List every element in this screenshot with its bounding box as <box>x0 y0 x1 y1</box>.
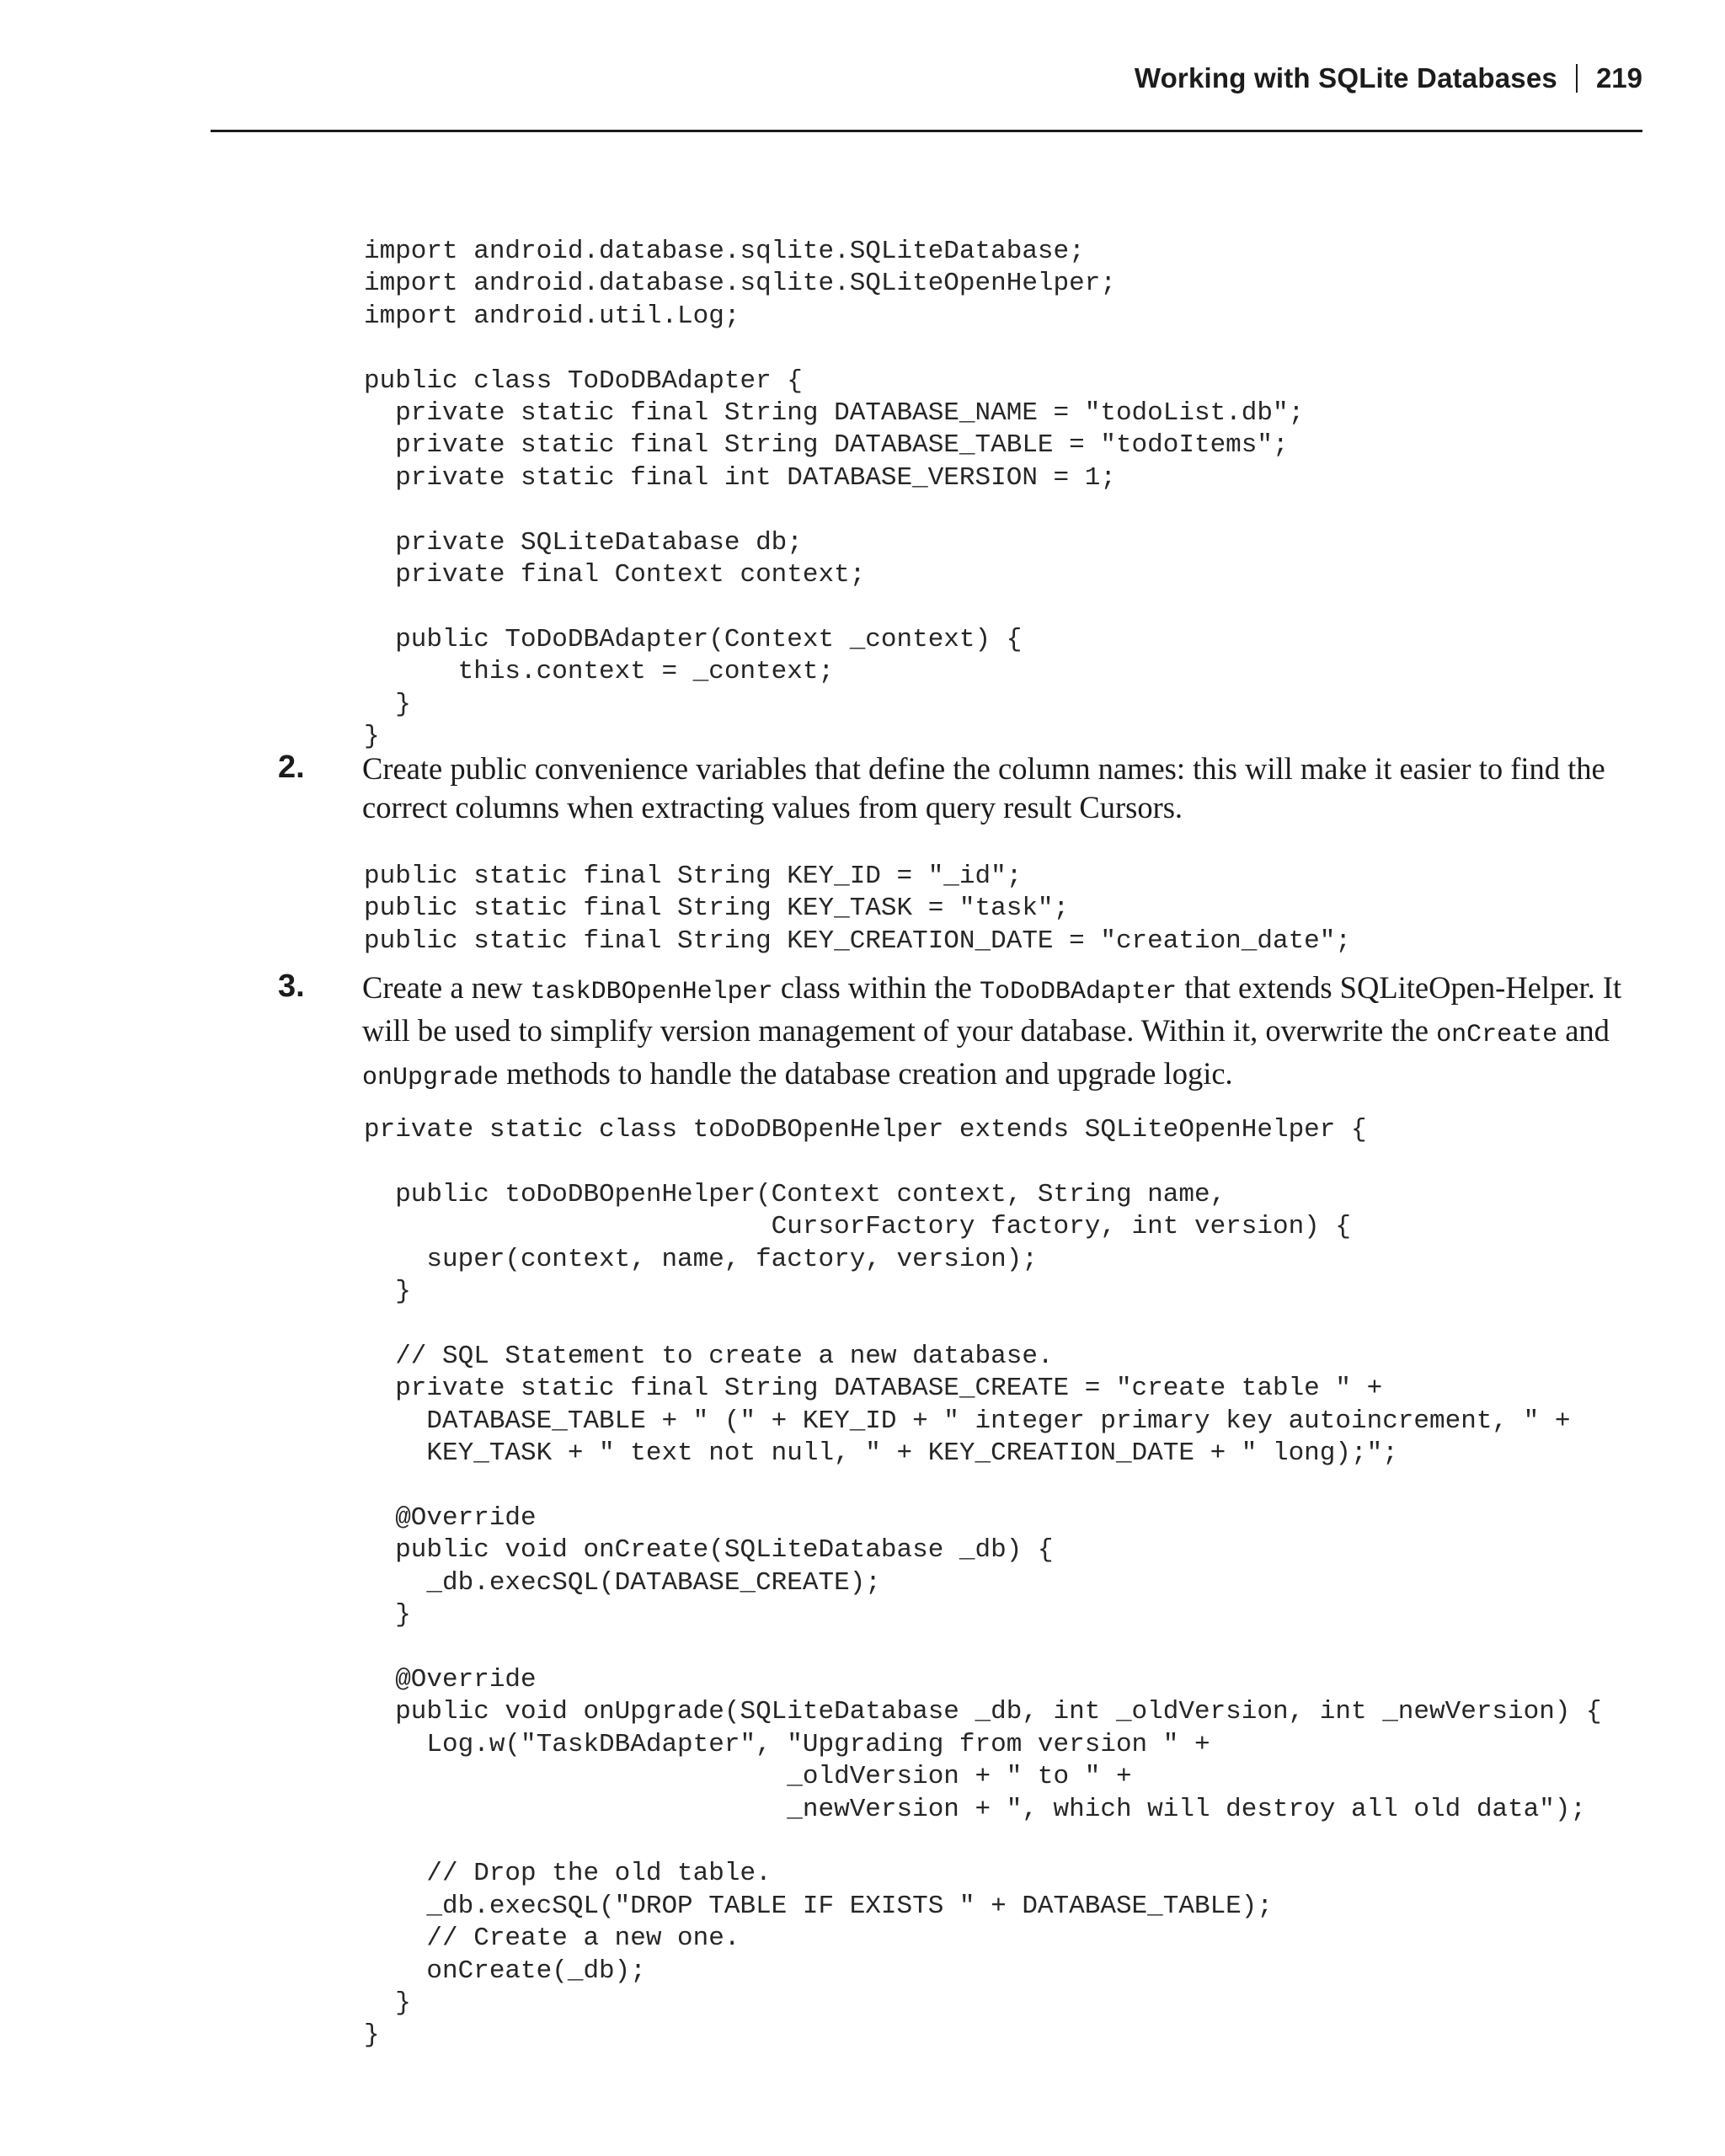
page-number: 219 <box>1595 62 1642 93</box>
code-block-imports-and-class: import android.database.sqlite.SQLiteDatabase; import android.database.sqlite.SQLiteOpenHelper; import android.util.Log; public class ToDoDBAdapter { private static final String DATABASE_NAME = "todoList.db"; private static final String DATABASE_TABLE = "todoItems"; private static final int DATABASE_VERSION = 1; private SQLiteDatabase db; private final Context context; public ToDoDBAdapter(Context _context) { this.context = _context; } } <box>364 237 1305 752</box>
header-separator <box>1576 64 1578 93</box>
step-text <box>362 969 1676 1097</box>
text-run: and <box>1557 1013 1610 1048</box>
code-block-column-keys: public static final String KEY_ID = "_id"; public static final String KEY_TASK = "task"; public static final String KEY_CREATION_DATE = "creation_date"; <box>364 862 1351 956</box>
step-text: Create public convenience variables that define the column names: this will make it easier to find the correct columns when extracting values from query result Cursors. <box>362 751 1605 825</box>
text-run: methods to handle the database creation and upgrade logic. <box>499 1056 1233 1091</box>
header-right <box>1135 62 1642 94</box>
running-title: Working with SQLite Databases <box>1134 62 1557 93</box>
step-number: 3. <box>278 969 305 1004</box>
inline-code: taskDBOpenHelper <box>530 978 773 1006</box>
text-run: class within the <box>772 970 980 1005</box>
text-run: Create a new <box>362 970 531 1005</box>
inline-code: ToDoDBAdapter <box>980 978 1178 1006</box>
step-number: 2. <box>278 750 305 785</box>
inline-code: onUpgrade <box>362 1064 499 1092</box>
text-run: that extends SQLiteOpen-Helper. It will be used to simplify version management of your database. Within it, overwrite the <box>362 970 1622 1048</box>
page-header <box>211 62 1642 132</box>
inline-code: onCreate <box>1436 1021 1558 1049</box>
code-block-open-helper: private static class toDoDBOpenHelper extends SQLiteOpenHelper { public toDoDBOpenHelper(Context context, String name, CursorFactory factory, int version) { super(context, name, factory, version); } // SQL Statement to create a new database. private static final String DATABASE_CREATE = "create table " + DATABASE_TABLE + " (" + KEY_ID + " integer primary key autoincrement, " + KEY_TASK + " text not null, " + KEY_CREATION_DATE + " long);"; @Override public void onCreate(SQLiteDatabase _db) { _db.execSQL(DATABASE_CREATE); } @Override public void onUpgrade(SQLiteDatabase _db, int _oldVersion, int _newVersion) { Log.w("TaskDBAdapter", "Upgrading from version " + _oldVersion + " to " + _newVersion + ", which will destroy all old data"); // Drop the old table. _db.execSQL("DROP TABLE IF EXISTS " + DATABASE_TABLE); // Create a new one. onCreate(_db); } } <box>364 1115 1602 2051</box>
